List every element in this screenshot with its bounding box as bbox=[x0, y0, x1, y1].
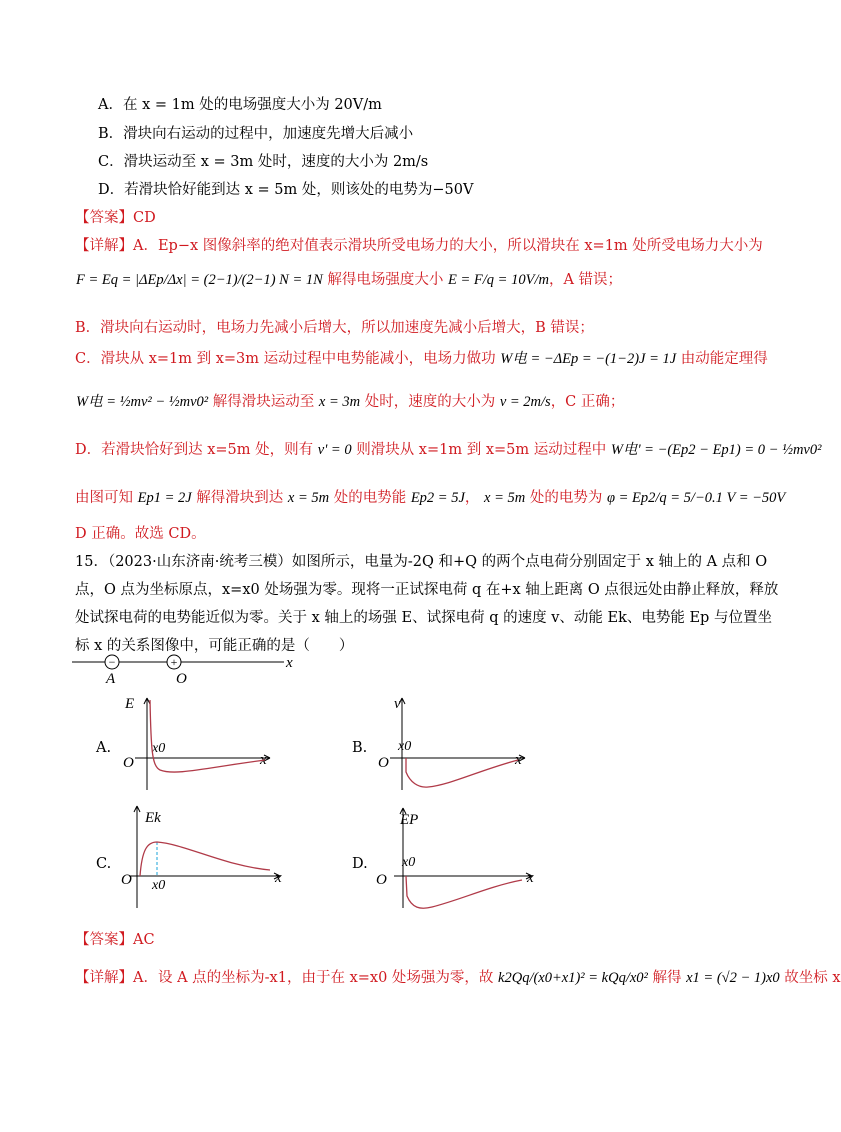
explanation-conclusion: D 正确。故选 CD。 bbox=[75, 526, 206, 542]
graph-b-option: B. bbox=[352, 740, 368, 756]
q15-stem-1: 15．（2023·山东济南·统考三模）如图所示，电量为-2Q 和+Q 的两个点电荷分别固定于 x 轴上的 A 点和 O bbox=[75, 554, 768, 570]
answer-q15: 【答案】AC bbox=[75, 932, 155, 948]
explanation-a-formula-line: F = Eq = |ΔEp/Δx| = (2−1)/(2−1) N = 1N 解得电场强度大小 E = F/q = 10V/m，A 错误； bbox=[76, 272, 623, 288]
option-b: B．滑块向右运动的过程中，加速度先增大后减小 bbox=[98, 126, 414, 142]
graph-a-ylabel: E bbox=[125, 696, 135, 712]
charge-figure bbox=[70, 650, 310, 686]
graph-c-option: C. bbox=[96, 856, 112, 872]
graph-b-x0: x0 bbox=[398, 739, 412, 754]
formula-field: E = F/q = 10V/m bbox=[448, 272, 549, 288]
option-d: D．若滑块恰好能到达 x = 5m 处，则该处的电势为−50V bbox=[98, 182, 474, 198]
graph-a-option: A. bbox=[96, 740, 112, 756]
graph-d-option: D. bbox=[352, 856, 368, 872]
graph-a-xlabel: x bbox=[260, 752, 267, 768]
graph-a-origin: O bbox=[123, 755, 134, 771]
graph-d bbox=[370, 800, 545, 912]
explanation-a: 【详解】A．Ep−x 图像斜率的绝对值表示滑块所受电场力的大小，所以滑块在 x=1m 处所受电场力大小为 bbox=[75, 238, 763, 254]
formula-energy: W电 = ½mv² − ½mv0² bbox=[76, 394, 209, 410]
formula-work: W电 = −ΔEp = −(1−2)J = 1J bbox=[500, 351, 677, 367]
graph-c-origin: O bbox=[121, 872, 132, 888]
answer-q14: 【答案】CD bbox=[75, 210, 156, 226]
explanation-d-2: 由图可知 Ep1 = 2J 解得滑块到达 x = 5m 处的电势能 Ep2 = 5J， x = 5m 处的电势为 φ = Ep2/q = 5/−0.1 V = −50V bbox=[75, 490, 786, 506]
graph-d-x0: x0 bbox=[402, 855, 416, 870]
q15-explanation: 【详解】A．设 A 点的坐标为-x1，由于在 x=x0 处场强为零，故 k2Qq/(x0+x1)² = kQq/x0² 解得 x1 = (√2 − 1)x0 故坐标 x bbox=[75, 970, 841, 986]
graph-d-xlabel: x bbox=[527, 870, 534, 886]
option-c: C．滑块运动至 x = 3m 处时，速度的大小为 2m/s bbox=[98, 154, 429, 170]
x-label: x bbox=[286, 655, 293, 671]
explanation-d: D．若滑块恰好到达 x=5m 处，则有 v' = 0 则滑块从 x=1m 到 x=5m 运动过程中 W电' = −(Ep2 − Ep1) = 0 − ½mv0² bbox=[75, 442, 822, 458]
formula-force: F = Eq = |ΔEp/Δx| = (2−1)/(2−1) N = 1N bbox=[76, 272, 323, 288]
explanation-b: B．滑块向右运动时，电场力先减小后增大，所以加速度先减小后增大，B 错误； bbox=[75, 320, 594, 336]
graph-c-ylabel: Ek bbox=[145, 810, 161, 826]
graph-b-origin: O bbox=[378, 755, 389, 771]
label-a: A bbox=[106, 671, 116, 687]
option-a: A．在 x = 1m 处的电场强度大小为 20V/m bbox=[98, 97, 382, 113]
graph-b-ylabel: v bbox=[394, 696, 401, 712]
q15-stem-4: 标 x 的关系图像中，可能正确的是（ ） bbox=[75, 638, 354, 654]
graph-b bbox=[370, 690, 540, 795]
explanation-c-2: W电 = ½mv² − ½mv0² 解得滑块运动至 x = 3m 处时，速度的大小为 v = 2m/s，C 正确； bbox=[76, 394, 625, 410]
plus-sign: + bbox=[170, 655, 178, 669]
graph-d-ylabel: EP bbox=[400, 812, 419, 828]
q15-stem-2: 点，O 点为坐标原点，x=x0 处场强为零。现将一正试探电荷 q 在+x 轴上距离 O 点很远处由静止释放，释放 bbox=[75, 582, 779, 598]
graph-a-x0: x0 bbox=[152, 741, 166, 756]
label-o: O bbox=[176, 671, 187, 687]
graph-c-x0: x0 bbox=[152, 878, 166, 893]
explanation-c: C．滑块从 x=1m 到 x=3m 运动过程中电势能减小，电场力做功 W电 = −ΔEp = −(1−2)J = 1J 由动能定理得 bbox=[75, 351, 768, 367]
graph-c bbox=[115, 800, 290, 912]
graph-d-origin: O bbox=[376, 872, 387, 888]
graph-b-xlabel: x bbox=[515, 752, 522, 768]
q15-stem-3: 处试探电荷的电势能近似为零。关于 x 轴上的场强 E、试探电荷 q 的速度 v、动能 Ek、电势能 Ep 与位置坐 bbox=[75, 610, 772, 626]
graph-a bbox=[115, 690, 285, 795]
minus-sign: − bbox=[108, 655, 116, 669]
graph-c-xlabel: x bbox=[275, 870, 282, 886]
